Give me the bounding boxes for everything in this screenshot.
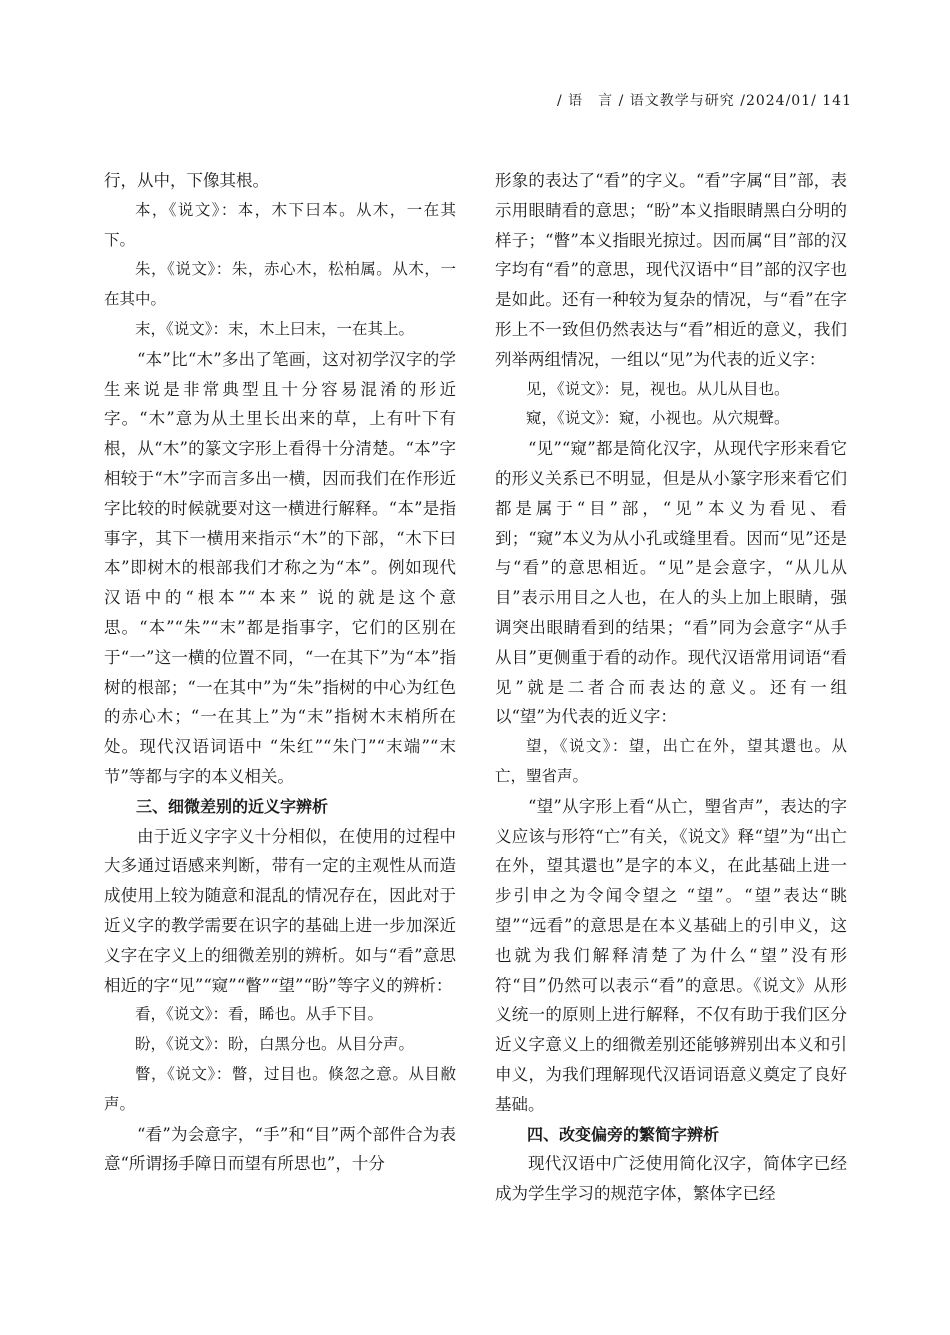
paragraph: “望”从字形上看“从亡，朢省声”，表达的字义应该与形符“亡”有关，《说文》释“望”为“出亡在外，望其還也”是字的本义，在此基础上进一步引申之为令闻令望之 “望”。“望”表达“眺望”“远看”的意思是在本义基础上的引申义，这也就为我们解释清楚了为什么“望”没有形符“目”仍然可以表示“看”的意思。《说文》从形义统一的原则上进行解释，不仅有助于我们区分近义字意义上的细微差别还能够辨别出本义和引申义，为我们理解现代汉语词语意义奠定了良好基础。 bbox=[495, 796, 847, 1114]
paragraph: 形象的表达了“看”的字义。“看”字属“目”部，表示用眼睛看的意思；“盼”本义指眼睛黑白分明的样子；“瞥”本义指眼光掠过。因而属“目”部的汉字均有“看”的意思，现代汉语中“目”部的汉字也是如此。还有一种较为复杂的情况，与“看”在字形上不一致但仍然表达与“看”相近的意义，我们列举两组情况，一组以“见”为代表的近义字： bbox=[495, 171, 847, 369]
quote-zhu: 朱，《说文》：朱，赤心木，松柏属。从木，一在其中。 bbox=[104, 260, 456, 309]
quote-ben: 本，《说文》：本，木下曰本。从木，一在其下。 bbox=[104, 200, 456, 249]
quote-pan: 盼，《说文》：盼，白黑分也。从目分声。 bbox=[135, 1035, 415, 1054]
paragraph: 现代汉语中广泛使用简化汉字，简体字已经成为学生学习的规范字体，繁体字已经 bbox=[495, 1154, 847, 1204]
quote-pie: 瞥，《说文》：瞥，过目也。倏忽之意。从目敝声。 bbox=[104, 1064, 456, 1113]
quote-kan: 看，《说文》：看，睎也。从手下目。 bbox=[135, 1005, 384, 1024]
paragraph: “看”为会意字，“手”和“目”两个部件合为表意“所谓扬手障日而望有所思也”，十分 bbox=[104, 1124, 456, 1174]
paragraph: “见”“窥”都是简化汉字，从现代字形来看它的形义关系已不明显，但是从小篆字形来看它们都是属于“目”部，“见”本义为看见、看到；“窥”本义为从小孔或缝里看。因而“见”还是与“看”的意思相近。“见”是会意字，“从儿从目”表示用目之人也，在人的头上加上眼睛，强调突出眼睛看到的结果；“看”同为会意字“从手从目”更侧重于看的动作。现代汉语常用词语“看见”就是二者合而表达的意义。还有一组以“望”为代表的近义字： bbox=[495, 439, 847, 727]
section-heading-4: 四、改变偏旁的繁简字辨析 bbox=[527, 1124, 720, 1144]
paragraph: 行，从中，下像其根。 bbox=[104, 171, 269, 190]
quote-mo: 末，《说文》：末，木上曰末，一在其上。 bbox=[135, 319, 415, 338]
quote-jian: 见，《说文》：見，视也。从儿从目也。 bbox=[526, 379, 790, 398]
left-column bbox=[104, 166, 456, 1179]
quote-kui: 窥，《说文》：窥，小视也。从穴規聲。 bbox=[526, 409, 790, 428]
paragraph: “本”比“木”多出了笔画，这对初学汉字的学生来说是非常典型且十分容易混淆的形近字。“木”意为从土里长出来的草，上有叶下有根，从“木”的篆文字形上看得十分清楚。“本”字相较于“木”字而言多出一横，因而我们在作形近字比较的时候就要对这一横进行解释。“本”是指事字，其下一横用来指示“木”的下部，“木下曰本”即树木的根部我们才称之为“本”。例如现代汉语中的“根本”“本来” 说的就是这个意思。“本”“朱”“末”都是指事字，它们的区别在于“一”这一横的位置不同，“一在其下”为“本”指树的根部；“一在其中”为“朱”指树的中心为红色的赤心木；“一在其上”为“末”指树木末梢所在处。现代汉语词语中 “朱红”“朱门”“末端”“末节”等都与字的本义相关。 bbox=[104, 349, 456, 786]
right-column bbox=[495, 166, 847, 1209]
running-header: / 语 言 / 语文教学与研究 /2024/01/ 141 bbox=[557, 93, 852, 109]
paragraph: 由于近义字字义十分相似，在使用的过程中大多通过语感来判断，带有一定的主观性从而造成使用上较为随意和混乱的情况存在，因此对于近义字的教学需要在识字的基础上进一步加深近义字在字义上的细微差别的辨析。如与“看”意思相近的字“见”“窥”“瞥”“望”“盼”等字义的辨析： bbox=[104, 826, 456, 995]
quote-wang: 望，《说文》：望，出亡在外，望其還也。从亡，朢省声。 bbox=[495, 737, 847, 785]
section-heading-3: 三、细微差别的近义字辨析 bbox=[136, 796, 329, 816]
